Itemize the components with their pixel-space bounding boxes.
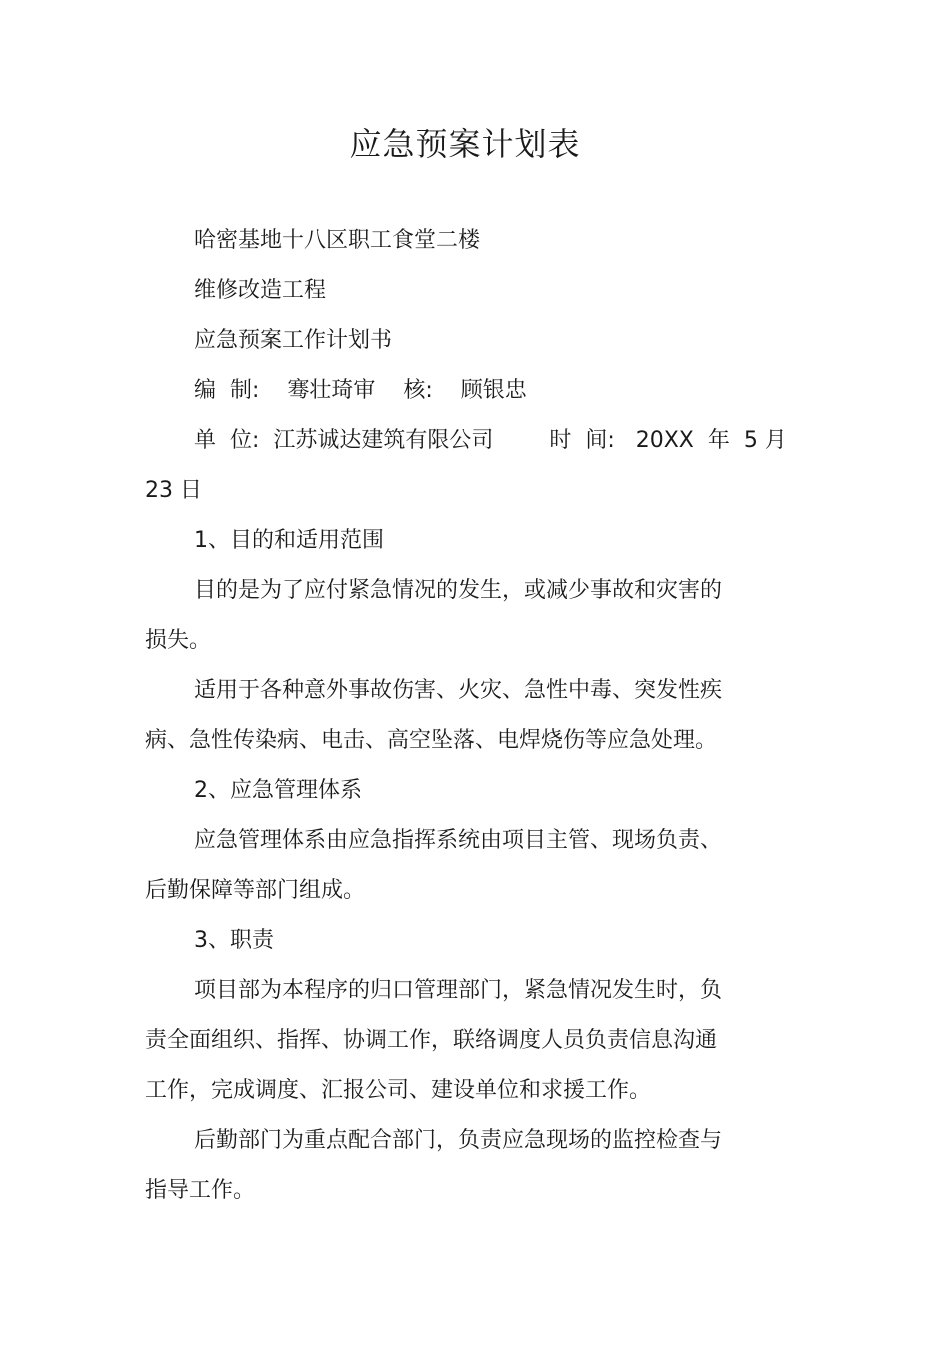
project-line-1: 哈密基地十八区职工食堂二楼 [194,228,481,253]
section-1-heading: 1、目的和适用范围 [194,528,384,553]
paragraph-text: 工作，完成调度、汇报公司、建设单位和求援工作。 [145,1078,652,1103]
project-line-2: 维修改造工程 [194,278,327,303]
paragraph-text: 应急管理体系由应急指挥系统由项目主管、现场负责、 [194,828,723,853]
paragraph-text: 目的是为了应付紧急情况的发生，或减少事故和灾害的 [194,578,723,603]
section-3-heading: 3、职责 [194,928,274,953]
paragraph-text: 适用于各种意外事故伤害、火灾、急性中毒、突发性疾 [194,678,723,703]
date-continuation: 23 日 [145,478,202,503]
paragraph-text: 病、急性传染病、电击、高空坠落、电焊烧伤等应急处理。 [145,728,718,753]
section-2-heading: 2、应急管理体系 [194,778,362,803]
paragraph-text: 后勤部门为重点配合部门，负责应急现场的监控检查与 [194,1128,723,1153]
paragraph-text: 项目部为本程序的归口管理部门，紧急情况发生时，负 [194,978,723,1003]
paragraph-text: 损失。 [145,628,212,653]
page-title: 应急预案计划表 [349,125,581,163]
paragraph-text: 责全面组织、指挥、协调工作，联络调度人员负责信息沟通 [145,1028,718,1053]
paragraph-text: 后勤保障等部门组成。 [145,878,366,903]
paragraph-text: 指导工作。 [145,1178,256,1203]
document-name: 应急预案工作计划书 [194,328,393,353]
compiler-line: 编 制: 骞壮琦审 核: 顾银忠 [194,378,527,403]
unit-date-line: 单 位: 江苏诚达建筑有限公司 时 间: 20XX 年 5 月 [194,428,787,453]
